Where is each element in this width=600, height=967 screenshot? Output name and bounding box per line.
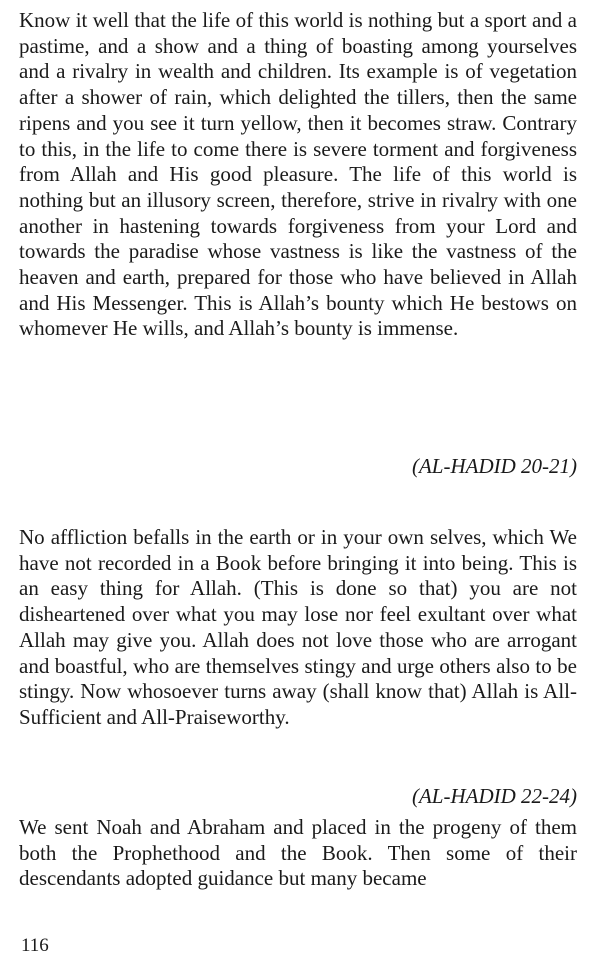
passage-paragraph: No affliction befalls in the earth or in your own selves, which We have not recorded in a Book before bringing it into being. This is an easy thing for Allah. (This is done so that) you are not disheartened over what you may lose nor feel exultant over what Allah may give you. Allah does not love those who are arrogant and boastful, who are themselves stingy and urge others also to be stingy. Now whosoever turns away (shall know that) Allah is All-Sufficient and All-Praiseworthy.: [19, 525, 577, 729]
verse-citation: (AL-HADID 22-24): [411, 784, 577, 808]
passage-paragraph: We sent Noah and Abraham and placed in the progeny of them both the Prophethood and the Book. Then some of their descendants adopted guidance but many became: [19, 815, 577, 891]
passage-paragraph: Know it well that the life of this world is nothing but a sport and a pastime, and a show and a thing of boasting among yourselves and a rivalry in wealth and children. Its example is of vegetation after a shower of rain, which delighted the tillers, then the same ripens and you see it turn yellow, then it becomes straw. Contrary to this, in the life to come there is severe torment and forgiveness from Allah and His good pleasure. The life of this world is nothing but an illusory screen, therefore, strive in rivalry with one another in hastening towards forgiveness from your Lord and towards the paradise whose vastness is like the vastness of the heaven and earth, prepared for those who have believed in Allah and His Messenger. This is Allah’s bounty which He bestows on whomever He wills, and Allah’s bounty is immense.: [19, 8, 577, 341]
verse-citation: (AL-HADID 20-21): [411, 454, 577, 478]
page-number: 116: [21, 935, 49, 956]
